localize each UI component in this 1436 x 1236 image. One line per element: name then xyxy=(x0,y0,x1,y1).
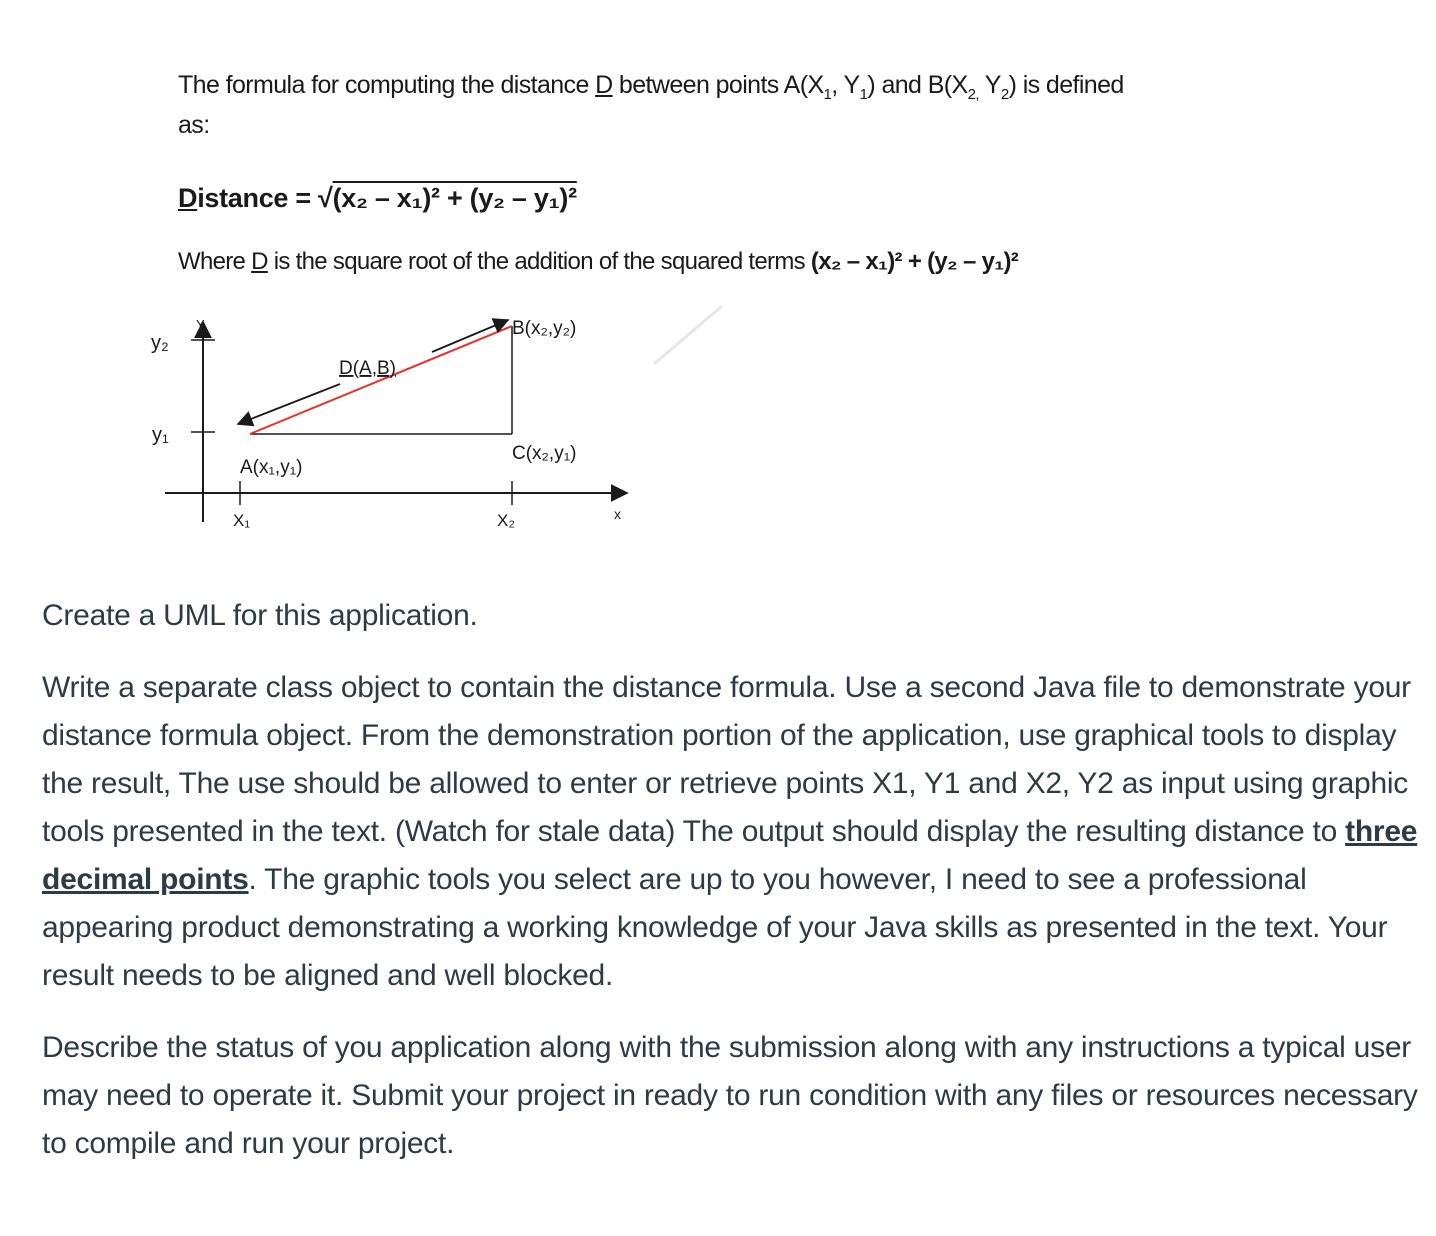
dab-label: D(A,B) xyxy=(339,358,396,379)
intro-text-1: The formula for computing the distance xyxy=(178,71,596,99)
formula-image xyxy=(0,0,1436,560)
faint-stroke xyxy=(654,306,722,364)
intro-sub-2: 1 xyxy=(859,86,868,103)
where-d-letter: D xyxy=(251,248,268,275)
assignment-text xyxy=(42,592,1422,1168)
paragraph-submission: Describe the status of you application along with the submission along with any instructions a typical user may need to operate it. Submit your project in ready to run condition with any files or resources necessary to compile and run your project. xyxy=(42,1031,1418,1160)
x1-label: X₁ xyxy=(233,511,251,530)
intro-text-4: ) and B(X xyxy=(867,71,968,99)
intro-sub-3: 2, xyxy=(967,86,979,103)
where-text-1: Where xyxy=(178,248,252,275)
x-axis-label: x xyxy=(614,506,621,522)
paragraph-uml: Create a UML for this application. xyxy=(42,599,478,632)
where-terms: (x₂ – x₁)² + (y₂ – y₁)² xyxy=(810,248,1019,275)
paragraph-requirements xyxy=(42,664,1422,1000)
where-text-2: is the square root of the addition of the squared terms xyxy=(267,248,811,275)
intro-text-3: , Y xyxy=(831,71,860,99)
intro-sub-1: 1 xyxy=(823,86,832,103)
y1-label: y₁ xyxy=(152,424,169,446)
hypotenuse xyxy=(250,326,512,434)
point-c-label: C(x₂,y₁) xyxy=(512,443,577,464)
requirements-text-a: Write a separate class object to contain the distance formula. Use a second Java file to demonstrate your distance formula object. From the demonstration portion of the application, use graphical tools to display the result, The use should be allowed to enter or retrieve points X1, Y1 and X2, Y2 as input using graphic tools presented in the text. (Watch for stale data) The output should display the resulting distance to xyxy=(42,671,1411,848)
d-letter: D xyxy=(595,71,613,99)
intro-text-5: Y xyxy=(978,71,1001,99)
y2-label: y₂ xyxy=(151,332,169,354)
point-a-label: A(x₁,y₁) xyxy=(240,457,303,478)
intro-text-2: between points A(X xyxy=(612,71,824,99)
distance-diagram xyxy=(0,0,1436,560)
radical-sign: √ xyxy=(318,183,333,213)
y-axis-label: Y xyxy=(196,317,205,332)
intro-text-6: ) is defined as: xyxy=(178,71,1124,139)
x2-label: X₂ xyxy=(497,511,515,530)
emphasis-three-decimal-points: three decimal points xyxy=(42,815,1418,896)
formula-d-letter: D xyxy=(178,183,198,213)
formula-label: istance = xyxy=(197,183,319,213)
formula-expression: (x₂ – x₁)² + (y₂ – y₁)² xyxy=(332,183,577,213)
requirements-text-b: . The graphic tools you select are up to you however, I need to see a professional appearing product demonstrating a working knowledge of your Java skills as presented in the text. Your result needs to be aligned and well blocked. xyxy=(42,863,1388,992)
point-b-label: B(x₂,y₂) xyxy=(512,318,577,339)
dab-arrow-right xyxy=(432,320,508,352)
intro-sub-4: 2 xyxy=(1000,86,1009,103)
